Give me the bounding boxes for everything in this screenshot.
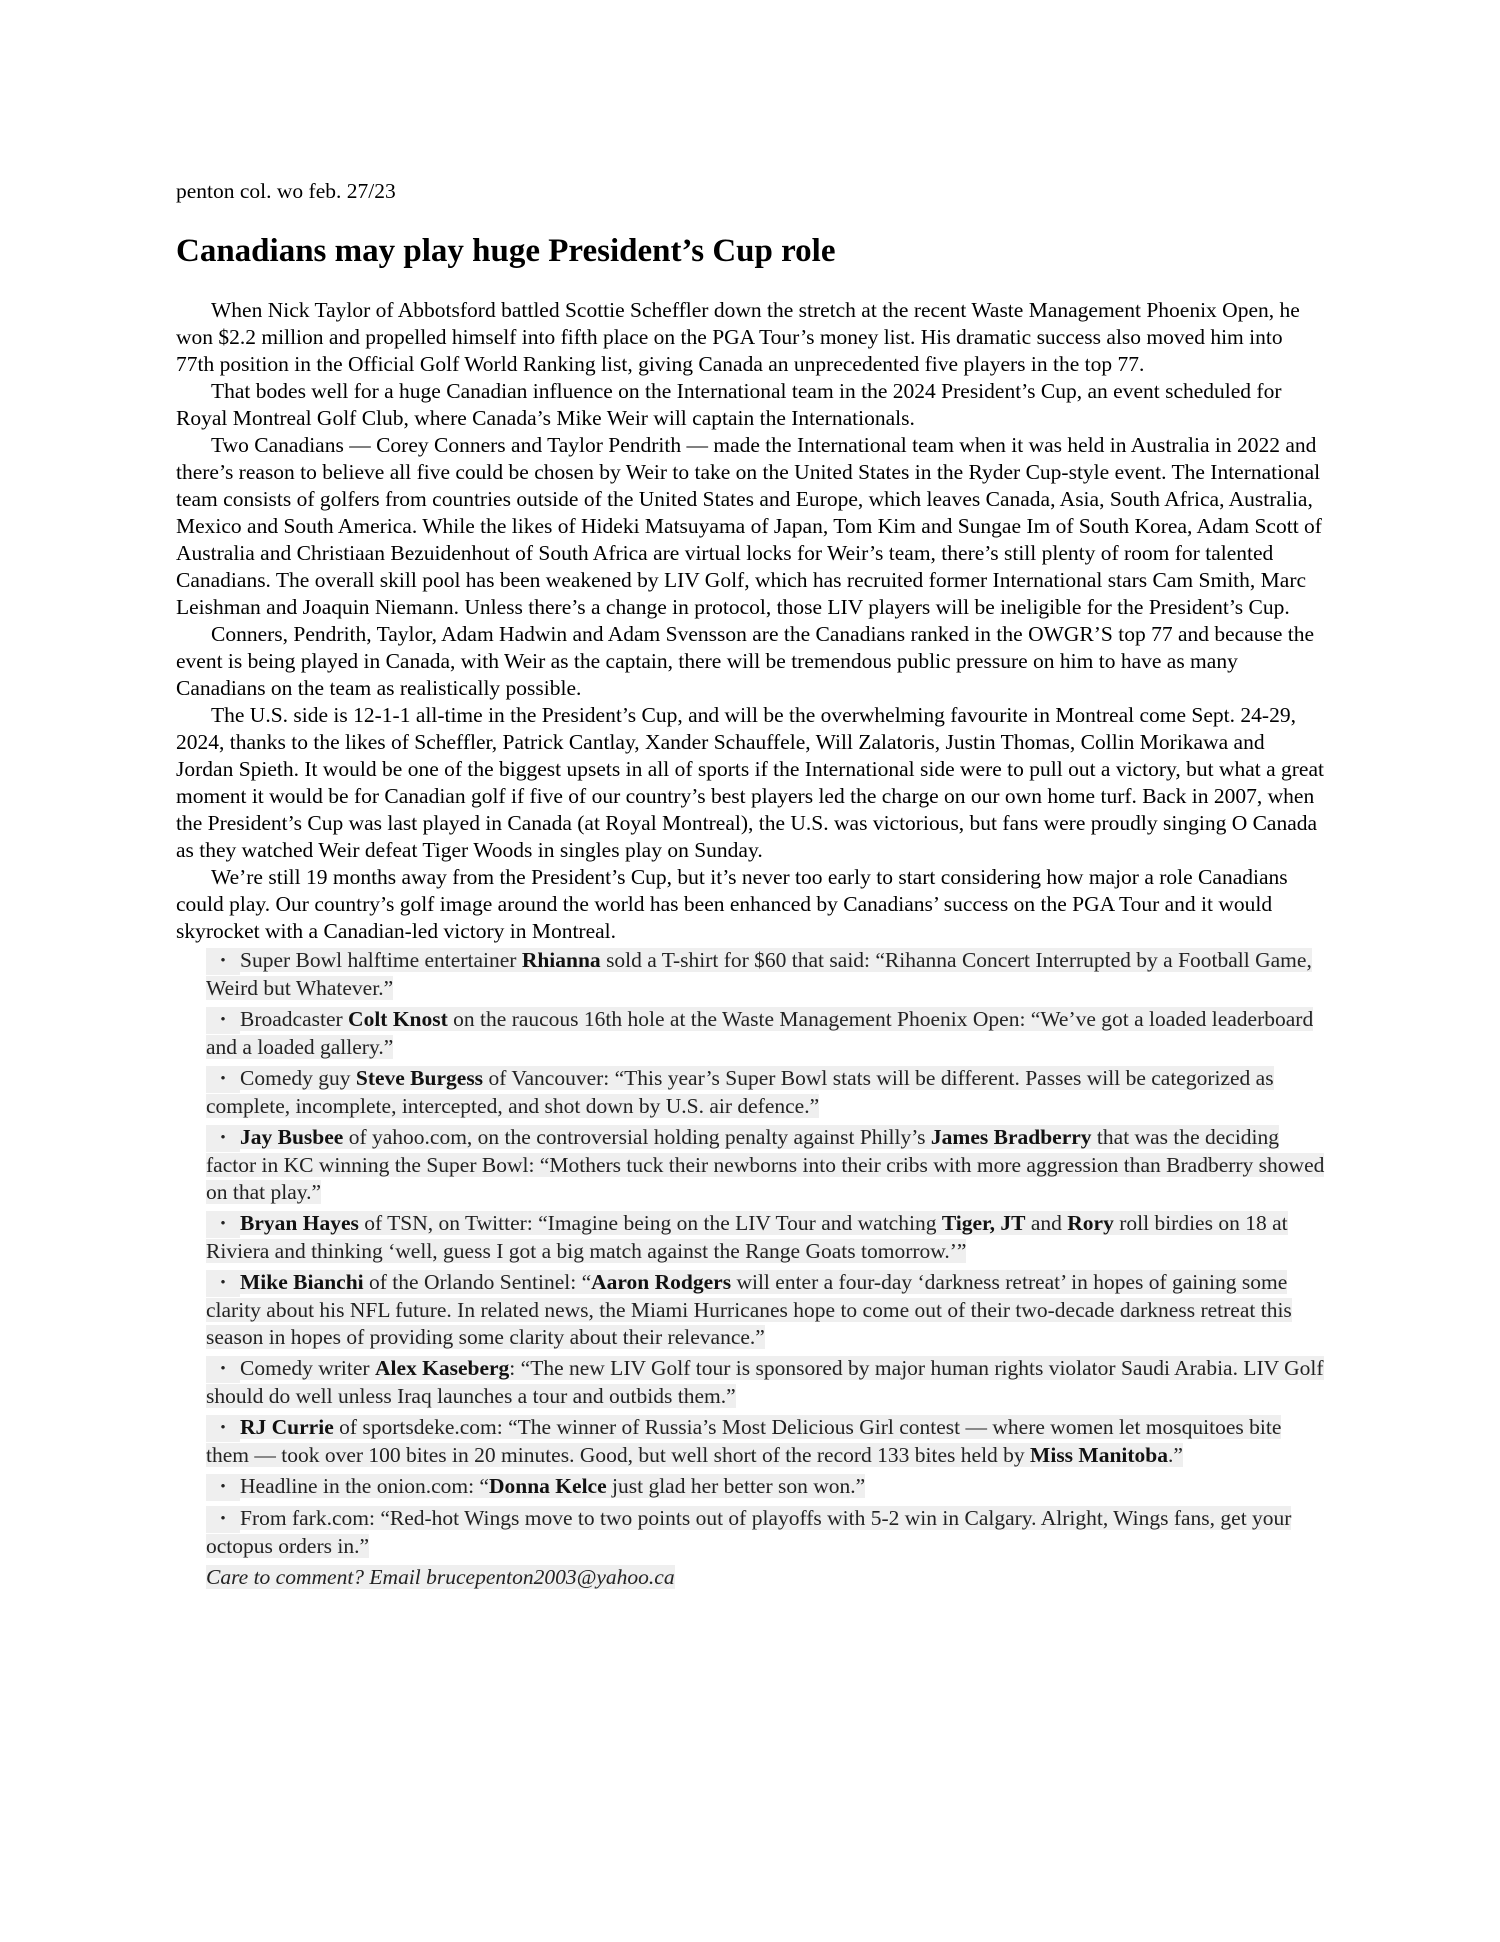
note-run: Headline in the onion.com: “ (240, 1474, 489, 1498)
note-item (206, 1505, 1326, 1560)
bold-name: Tiger, JT (941, 1211, 1026, 1235)
paragraph: We’re still 19 months away from the President’s Cup, but it’s never too early to start considering how major a role Canadians could play. Our country’s golf image around the world has been enhanced by Canadians’ success on the PGA Tour and it would skyrocket with a Canadian-led victory in Montreal. (176, 865, 1288, 943)
paragraph: The U.S. side is 12-1-1 all-time in the President’s Cup, and will be the overwhelming favourite in Montreal come Sept. 24-29, 2024, thanks to the likes of Scheffler, Patrick Cantlay, Xander Schauffele, Will Zalatoris, Justin Thomas, Collin Morikawa and Jordan Spieth. It would be one of the biggest upsets in all of sports if the International side were to pull out a victory, but what a great moment it would be for Canadian golf if five of our country’s best players led the charge on our own home turf. Back in 2007, when the President’s Cup was last played in Canada (at Royal Montreal), the U.S. was victorious, but fans were proudly singing O Canada as they watched Weir defeat Tiger Woods in singles play on Sunday. (176, 703, 1324, 862)
note-run: that was the deciding factor in KC winning the Super Bowl: “Mothers tuck their newborns into their cribs with more aggression than Bradberry showed on that play.” (206, 1125, 1325, 1204)
note-text (206, 948, 1312, 1000)
note-run: of Vancouver: “This year’s Super Bowl stats will be different. Passes will be categorized as complete, incomplete, intercepted, and shot down by U.S. air defence.” (206, 1066, 1274, 1118)
bold-name: Donna Kelce (488, 1474, 607, 1498)
note-run: will enter a four-day ‘darkness retreat’ in hopes of gaining some clarity about his NFL future. In related news, the Miami Hurricanes hope to come out of their two-decade darkness retreat this season in hopes of providing some clarity about their relevance.” (206, 1270, 1292, 1349)
bold-name: RJ Currie (240, 1415, 334, 1439)
bold-name: Miss Manitoba (1030, 1443, 1169, 1467)
note-run: Super Bowl halftime entertainer (240, 948, 522, 972)
note-run: roll birdies on 18 at Riviera and thinking ‘well, guess I got a big match against the Range Goats tomorrow.’” (206, 1211, 1288, 1263)
bullet-icon: • (206, 1356, 240, 1383)
bullet-icon: • (206, 1270, 240, 1297)
bold-name: Mike Bianchi (240, 1270, 364, 1294)
note-run: : “The new LIV Golf tour is sponsored by major human rights violator Saudi Arabia. LIV Golf should do well unless Iraq launches a tour and outbids them.” (206, 1356, 1324, 1408)
bold-name: Jay Busbee (240, 1125, 344, 1149)
note-text (206, 1211, 1288, 1263)
paragraph: Two Canadians — Corey Conners and Taylor Pendrith — made the International team when it was held in Australia in 2022 and there’s reason to believe all five could be chosen by Weir to take on the United States in the Ryder Cup-style event. The International team consists of golfers from countries outside of the United States and Europe, which leaves Canada, Asia, South Africa, Australia, Mexico and South America. While the likes of Hideki Matsuyama of Japan, Tom Kim and Sungae Im of South Korea, Adam Scott of Australia and Christiaan Bezuidenhout of South Africa are virtual locks for Weir’s team, there’s still plenty of room for talented Canadians. The overall skill pool has been weakened by LIV Golf, which has recruited former International stars Cam Smith, Marc Leishman and Joaquin Niemann. Unless there’s a change in protocol, those LIV players will be ineligible for the President’s Cup. (176, 433, 1322, 619)
bullet-icon: • (206, 1066, 240, 1093)
note-run: of the Orlando Sentinel: “ (363, 1270, 592, 1294)
signoff-text: Care to comment? Email brucepenton2003@yahoo.ca (206, 1565, 675, 1589)
article-body (176, 297, 1326, 945)
note-run: of TSN, on Twitter: “Imagine being on the LIV Tour and watching (358, 1211, 942, 1235)
note-item (206, 1473, 1326, 1501)
note-item (206, 1355, 1326, 1410)
bullet-icon: • (206, 1211, 240, 1238)
note-text (206, 1356, 1324, 1408)
paragraph: When Nick Taylor of Abbotsford battled Scottie Scheffler down the stretch at the recent Waste Management Phoenix Open, he won $2.2 million and propelled himself into fifth place on the PGA Tour’s money list. His dramatic success also moved him into 77th position in the Official Golf World Ranking list, giving Canada an unprecedented five players in the top 77. (176, 298, 1300, 376)
note-run: Broadcaster (240, 1007, 349, 1031)
headline: Canadians may play huge President’s Cup role (176, 233, 836, 269)
note-run: sold a T-shirt for $60 that said: “Rihanna Concert Interrupted by a Football Game, Weird but Whatever.” (206, 948, 1312, 1000)
note-run: Comedy writer (240, 1356, 375, 1380)
paragraph: That bodes well for a huge Canadian influence on the International team in the 2024 President’s Cup, an event scheduled for Royal Montreal Golf Club, where Canada’s Mike Weir will captain the Internationals. (176, 379, 1282, 430)
slug-line: penton col. wo feb. 27/23 (176, 179, 396, 203)
column-body (176, 172, 1326, 1591)
note-run: and (1025, 1211, 1068, 1235)
note-item (206, 1065, 1326, 1120)
note-run: on the raucous 16th hole at the Waste Management Phoenix Open: “We’ve got a loaded leaderboard and a loaded gallery.” (206, 1007, 1314, 1059)
note-run: Comedy guy (240, 1066, 356, 1090)
note-text (206, 1007, 1313, 1059)
bold-name: Colt Knost (348, 1007, 448, 1031)
note-item (206, 1124, 1326, 1206)
bullet-icon: • (206, 1474, 240, 1501)
note-run: .” (1168, 1443, 1183, 1467)
note-run: just glad her better son won.” (606, 1474, 866, 1498)
signoff-line (206, 1564, 1326, 1591)
bullet-icon: • (206, 1415, 240, 1442)
note-text (206, 1270, 1292, 1349)
bold-name: Aaron Rodgers (591, 1270, 732, 1294)
note-item (206, 947, 1326, 1002)
note-run: From fark.com: “Red-hot Wings move to two points out of playoffs with 5-2 win in Calgary. Alright, Wings fans, get your octopus orders in.” (206, 1506, 1292, 1558)
note-text (240, 1474, 865, 1498)
bullet-icon: • (206, 1506, 240, 1533)
note-run: of sportsdeke.com: “The winner of Russia’s Most Delicious Girl contest — where women let mosquitoes bite them — took over 100 bites in 20 minutes. Good, but well short of the record 133 bites held by (206, 1415, 1282, 1467)
bold-name: Bryan Hayes (240, 1211, 359, 1235)
bold-name: Alex Kaseberg (374, 1356, 510, 1380)
bold-name: Rhianna (521, 948, 601, 972)
note-text (206, 1506, 1291, 1558)
notes-list (176, 947, 1326, 1560)
paragraph: Conners, Pendrith, Taylor, Adam Hadwin and Adam Svensson are the Canadians ranked in the OWGR’S top 77 and because the event is being played in Canada, with Weir as the captain, there will be tremendous public pressure on him to have as many Canadians on the team as realistically possible. (176, 622, 1315, 700)
bullet-icon: • (206, 1007, 240, 1034)
bullet-icon: • (206, 1125, 240, 1152)
note-item (206, 1210, 1326, 1265)
note-item (206, 1269, 1326, 1351)
bold-name: Steve Burgess (355, 1066, 484, 1090)
note-text (206, 1066, 1274, 1118)
note-text (206, 1125, 1324, 1204)
bold-name: James Bradberry (930, 1125, 1092, 1149)
note-item (206, 1006, 1326, 1061)
bold-name: Rory (1067, 1211, 1114, 1235)
bullet-icon: • (206, 948, 240, 975)
note-text (206, 1415, 1281, 1467)
note-run: of yahoo.com, on the controversial holding penalty against Philly’s (343, 1125, 931, 1149)
note-item (206, 1414, 1326, 1469)
